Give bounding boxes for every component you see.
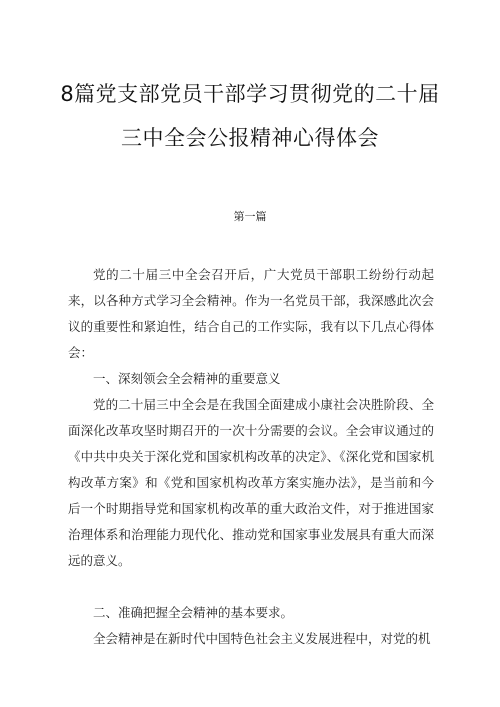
body-paragraph-continued: 全会精神是在新时代中国特色社会主义发展进程中，对党的机 <box>93 631 431 646</box>
intro-paragraph: 党的二十届三中全会召开后，广大党员干部职工纷纷行动起来，以各种方式学习全会精神。作为一名党员干部，我深感此次会议的重要性和紧迫性，结合自己的工作实际，我有以下几点心得体会： <box>68 267 434 360</box>
body-paragraph: 党的二十届三中全会是在我国全面建成小康社会决胜阶段、全面深化改革攻坚时期召开的一次十分需要的会议。全会审议通过的《中共中央关于深化党和国家机构改革的决定》、《深化党和国家机构改革方案》和《党和国家机构改革方案实施办法》，是当前和今后一个时期指导党和国家机构改革的重大政治文件，对于推进国家治理体系和治理能力现代化、推动党和国家事业发展具有重大而深远的意义。 <box>68 397 434 568</box>
subheading-1: 一、深刻领会全会精神的重要意义 <box>93 371 281 386</box>
document-body <box>68 262 434 652</box>
document-title-line-2: 三中全会公报精神心得体会 <box>121 126 379 150</box>
subheading-2: 二、准确把握全会精神的基本要求。 <box>93 605 294 620</box>
section-heading: 第一篇 <box>233 210 267 223</box>
document-title-line-1: 8篇党支部党员干部学习贯彻党的二十届 <box>60 82 440 106</box>
